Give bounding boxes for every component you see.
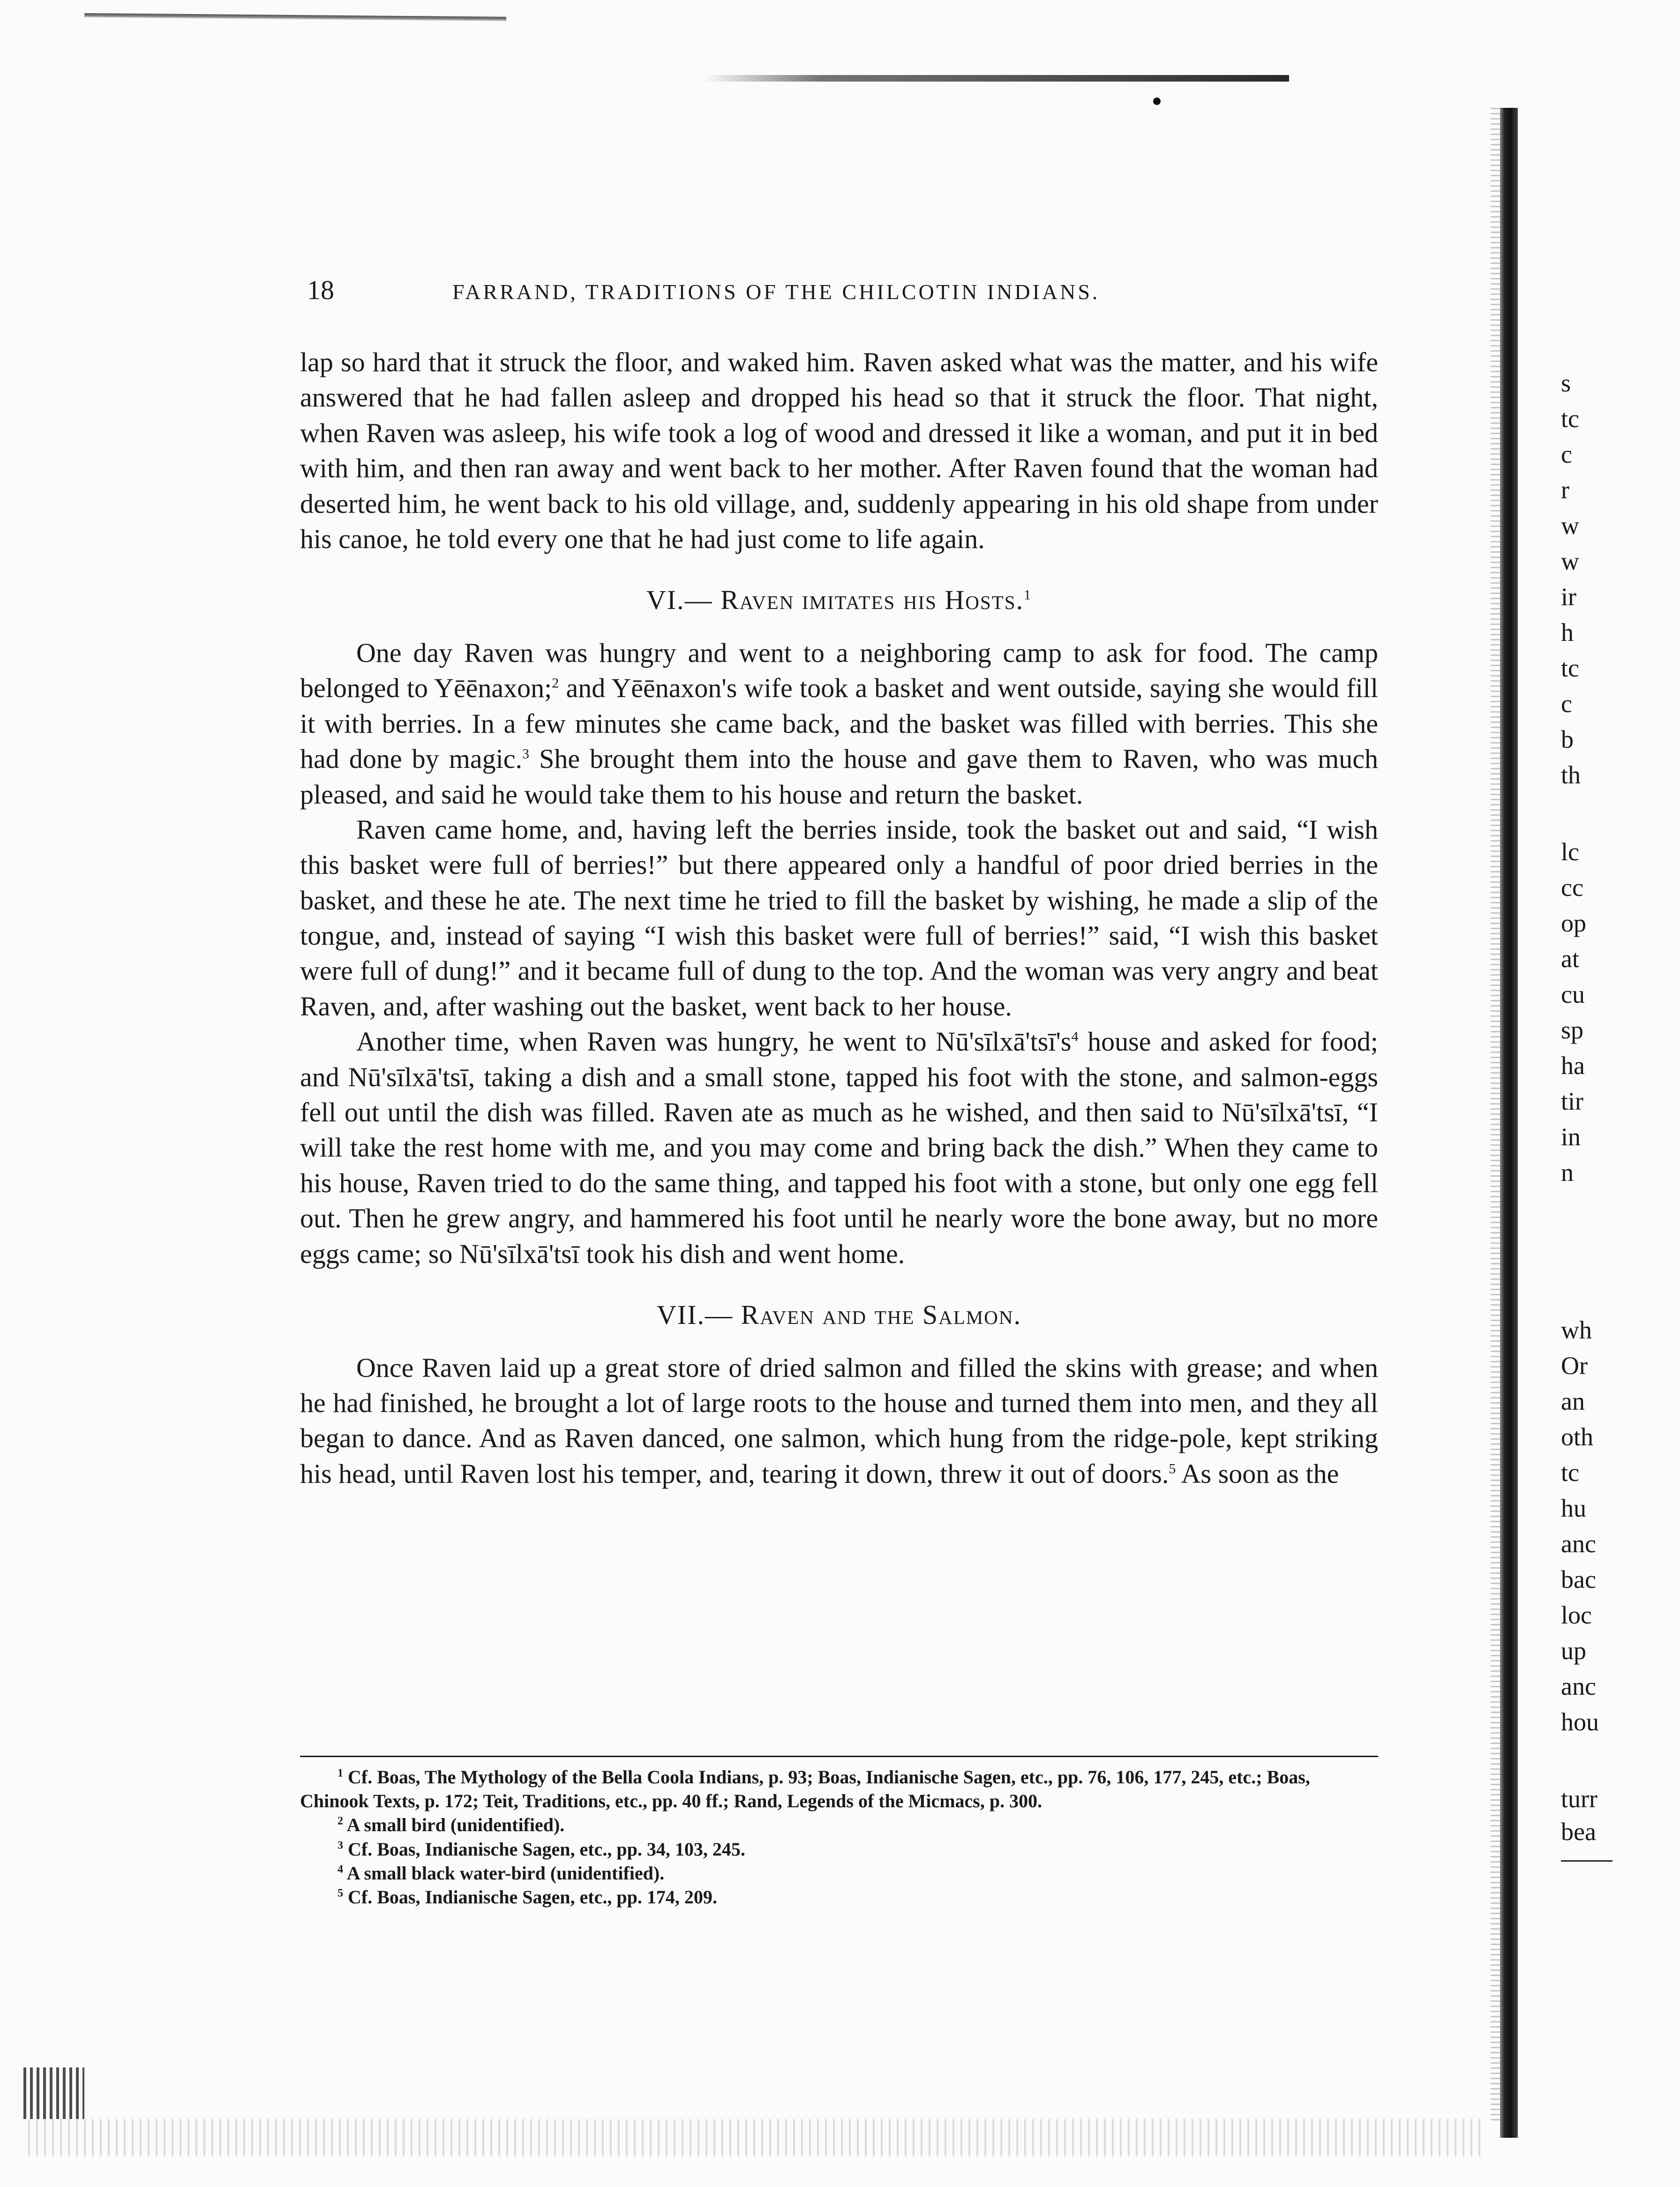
facing-fragment: ha xyxy=(1561,1052,1585,1080)
facing-fragment: bac xyxy=(1561,1565,1596,1593)
footnote-text: Cf. Boas, Indianische Sagen, etc., pp. 174, 209. xyxy=(343,1886,717,1908)
facing-fragment: tc xyxy=(1561,1458,1579,1487)
facing-fragment: n xyxy=(1561,1158,1574,1187)
footnote-ref: 2 xyxy=(552,676,559,691)
footnote xyxy=(300,1765,1378,1813)
facing-fragment: r xyxy=(1561,476,1569,504)
facing-fragment: lc xyxy=(1561,838,1579,866)
facing-fragment: anc xyxy=(1561,1530,1596,1558)
paragraph-text: She brought them into the house and gave them to Raven, who was much pleased, and said he would take them to his house and return the basket. xyxy=(300,744,1379,810)
facing-fragment: ir xyxy=(1561,583,1576,611)
facing-fragment: tc xyxy=(1561,405,1579,433)
paragraph-text: Once Raven laid up a great store of dried salmon and filled the skins with grease; and when he had finished, he brought a lot of large roots to the house and turned them into men, and they all began to dance. And as Raven danced, one salmon, which hung from the ridge-pole, kept striking his head, until Raven lost his temper, and, tearing it down, threw it out of doors. xyxy=(300,1352,1378,1489)
facing-fragment: an xyxy=(1561,1387,1585,1415)
running-head: FARRAND, TRADITIONS OF THE CHILCOTIN INDIANS. xyxy=(452,280,1100,304)
facing-fragment: up xyxy=(1561,1637,1586,1665)
facing-fragment: wh xyxy=(1561,1316,1592,1344)
paragraph xyxy=(300,1350,1378,1492)
facing-fragment: bea xyxy=(1561,1818,1596,1846)
footnote xyxy=(300,1837,1378,1861)
facing-page-edge xyxy=(1561,0,1680,2187)
footnote-text: Cf. Boas, Indianische Sagen, etc., pp. 34, 103, 245. xyxy=(343,1838,745,1860)
section-title-text: VI.— Raven imitates his Hosts. xyxy=(646,585,1024,616)
facing-fragment: th xyxy=(1561,761,1581,789)
paragraph xyxy=(300,635,1378,812)
scan-edge-bottom xyxy=(28,2119,1481,2157)
paragraph: Raven came home, and, having left the berries inside, took the basket out and said, “I wish this basket were full of berries!” but there appeared only a handful of poor dried berries in the basket, and these he ate. The next time he tried to fill the basket by wishing, he made a slip of the tongue, and, instead of saying “I wish this basket were full of berries!” said, “I wish this basket were full of dung!” and it became full of dung to the top. And the woman was very angry and beat Raven, and, after washing out the basket, went back to her house. xyxy=(300,814,1378,1022)
scan-mark-bottom-left xyxy=(23,2067,84,2119)
facing-fragment: oth xyxy=(1561,1423,1594,1451)
page-number: 18 xyxy=(307,275,334,305)
facing-fragment: sp xyxy=(1561,1016,1584,1044)
section-title-vii: VII.— Raven and the Salmon. xyxy=(657,1299,1021,1330)
facing-fragment: anc xyxy=(1561,1672,1596,1700)
footnote-mark: 1 xyxy=(338,1767,343,1780)
footnote-text: Cf. Boas, The Mythology of the Bella Coola Indians, p. 93; Boas, Indianische Sagen, etc., pp. 76, 106, 177, 245, etc.; Boas, Chinook Texts, p. 172; Teit, Traditions, etc., pp. 40 ff.; Rand, Legends of the Micmacs, p. 300. xyxy=(300,1766,1310,1812)
facing-fragment: hu xyxy=(1561,1494,1586,1522)
footnote xyxy=(300,1861,1378,1885)
scan-edge-rule xyxy=(703,75,1289,82)
facing-fragment: w xyxy=(1561,511,1579,540)
facing-fragment: h xyxy=(1561,618,1574,646)
facing-fragment: loc xyxy=(1561,1601,1592,1629)
paragraph xyxy=(300,1024,1378,1271)
paragraph-text: One day Raven was hungry and went to a neighboring camp to ask for food. The camp belonged to Yēēnaxon; xyxy=(300,637,1378,704)
footnote-ref: 4 xyxy=(1071,1029,1079,1045)
footnote-mark: 4 xyxy=(338,1863,343,1876)
text-column xyxy=(300,345,1378,1491)
facing-fragment: tc xyxy=(1561,654,1579,682)
facing-fragment: c xyxy=(1561,440,1572,468)
facing-fragment: s xyxy=(1561,369,1571,397)
footnotes xyxy=(300,1765,1378,1909)
footnote-divider xyxy=(300,1756,1378,1757)
facing-fragment: cu xyxy=(1561,980,1585,1008)
facing-fragment: c xyxy=(1561,690,1572,718)
footnote-text: A small black water-bird (unidentified). xyxy=(343,1862,665,1884)
facing-fragment: op xyxy=(1561,909,1586,937)
footnote xyxy=(300,1813,1378,1837)
facing-fragment: Or xyxy=(1561,1352,1588,1380)
facing-fragment: b xyxy=(1561,725,1574,753)
footnote-ref: 5 xyxy=(1169,1461,1176,1477)
footnote-mark: 5 xyxy=(338,1887,343,1900)
facing-fragment: turr xyxy=(1561,1785,1598,1813)
facing-fragment: w xyxy=(1561,547,1579,575)
paragraph-text: house and asked for food; and Nū'sīlxā'tsī, taking a dish and a small stone, tapped his foot with the stone, and salmon-eggs fell out until the dish was filled. Raven ate as much as he wished, and then said to Nū'sīlxā'tsī, “I will take the rest home with me, and you may come and bring back the dish.” When they came to his house, Raven tried to do the same thing, and tapped his foot with a stone, but only one egg fell out. Then he grew angry, and hammered his foot until he nearly wore the bone away, but no more eggs came; so Nū'sīlxā'tsī took his dish and went home. xyxy=(300,1026,1378,1269)
paragraph: lap so hard that it struck the floor, and waked him. Raven asked what was the matter, and his wife answered that he had fallen asleep and dropped his head so that it struck the floor. That night, when Raven was asleep, his wife took a log of wood and dressed it like a woman, and put it in bed with him, and then ran away and went back to her mother. After Raven found that the woman had deserted him, he went back to his old village, and, suddenly appearing in his old shape from under his canoe, he told every one that he had just come to life again. xyxy=(300,347,1378,554)
scan-speck xyxy=(1153,98,1161,105)
footnote-text: A small bird (unidentified). xyxy=(343,1814,565,1836)
facing-fragment: tir xyxy=(1561,1087,1583,1115)
scan-edge-top xyxy=(84,13,506,22)
footnote-mark: 2 xyxy=(338,1815,343,1828)
footnote xyxy=(300,1885,1378,1909)
facing-fragment: at xyxy=(1561,945,1579,973)
paragraph-text: Another time, when Raven was hungry, he went to Nū'sīlxā'tsī's xyxy=(356,1026,1072,1057)
facing-footnote-rule xyxy=(1561,1860,1612,1862)
footnote-mark: 3 xyxy=(338,1839,343,1852)
footnote-ref: 3 xyxy=(522,746,529,762)
paragraph-text: and Yēēnaxon's wife took a basket and went outside, saying she would fill it with berries. In a few minutes she came back, and the basket was filled with berries. This she had done by magic. xyxy=(300,673,1379,774)
gutter-speckle xyxy=(1491,108,1500,2124)
paragraph-text: As soon as the xyxy=(1176,1458,1339,1489)
section-title-vi xyxy=(300,584,1378,616)
book-gutter-shadow xyxy=(1500,108,1518,2138)
facing-fragment: hou xyxy=(1561,1708,1599,1736)
facing-fragment: in xyxy=(1561,1123,1581,1151)
facing-fragment: cc xyxy=(1561,873,1583,902)
footnote-ref: 1 xyxy=(1024,587,1032,603)
